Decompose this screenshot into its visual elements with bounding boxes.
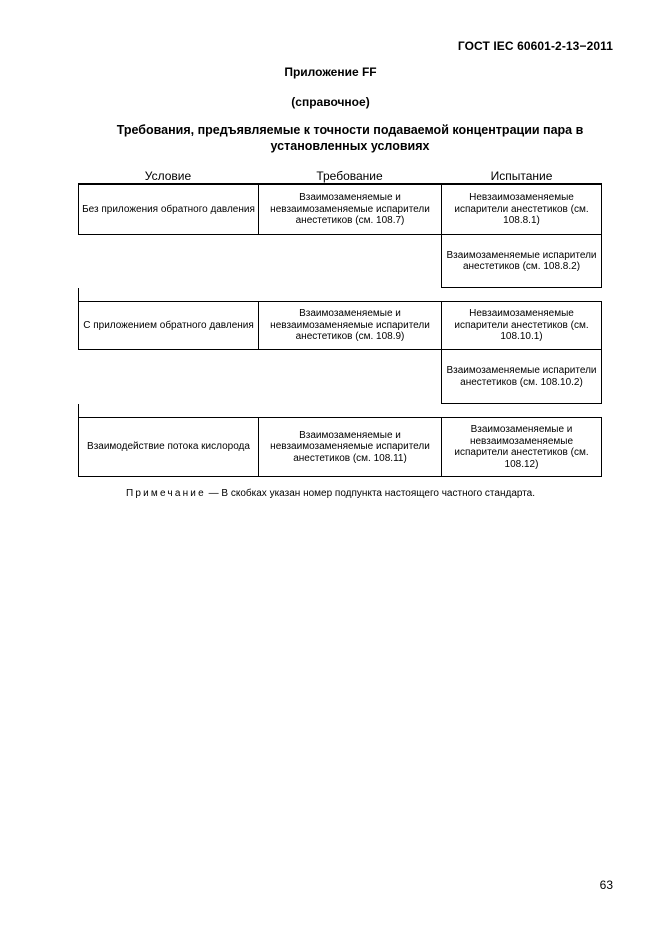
table-cell-condition: Взаимодействие потока кислорода	[78, 417, 259, 477]
table-cell-test: Взаимозаменяемые испарители анестетиков (см. 108.8.2)	[441, 234, 602, 288]
page-number: 63	[599, 878, 613, 892]
column-header-test: Испытание	[490, 169, 553, 183]
note-text: — В скобках указан номер подпункта настоящего частного стандарта.	[205, 488, 536, 499]
table-cell-test: Невзаимозаменяемые испарители анестетиков (см. 108.10.1)	[441, 301, 602, 350]
table-note	[0, 488, 661, 499]
column-header-requirement: Требование	[316, 169, 383, 183]
connector-line	[78, 288, 79, 302]
annex-type: (справочное)	[291, 95, 370, 109]
annex-title: Приложение FF	[284, 65, 377, 79]
table-cell-test: Взаимозаменяемые испарители анестетиков (см. 108.10.2)	[441, 349, 602, 404]
table-cell-requirement: Взаимозаменяемые и невзаимозаменяемые испарители анестетиков (см. 108.7)	[258, 184, 442, 235]
table-cell-requirement: Взаимозаменяемые и невзаимозаменяемые испарители анестетиков (см. 108.9)	[258, 301, 442, 350]
connector-line	[78, 404, 79, 418]
note-lead: Примечание	[125, 488, 206, 499]
table-cell-test: Невзаимозаменяемые испарители анестетиков (см. 108.8.1)	[441, 184, 602, 235]
document-code: ГОСТ IEC 60601-2-13−2011	[457, 39, 613, 53]
table-cell-condition: С приложением обратного давления	[78, 301, 259, 350]
table-cell-requirement: Взаимозаменяемые и невзаимозаменяемые испарители анестетиков (см. 108.11)	[258, 417, 442, 477]
main-title: Требования, предъявляемые к точности подаваемой концентрации пара в установленных условиях	[116, 123, 584, 153]
column-header-condition: Условие	[144, 169, 192, 183]
table-cell-test: Взаимозаменяемые и невзаимозаменяемые испарители анестетиков (см. 108.12)	[441, 417, 602, 477]
table-cell-condition: Без приложения обратного давления	[78, 184, 259, 235]
